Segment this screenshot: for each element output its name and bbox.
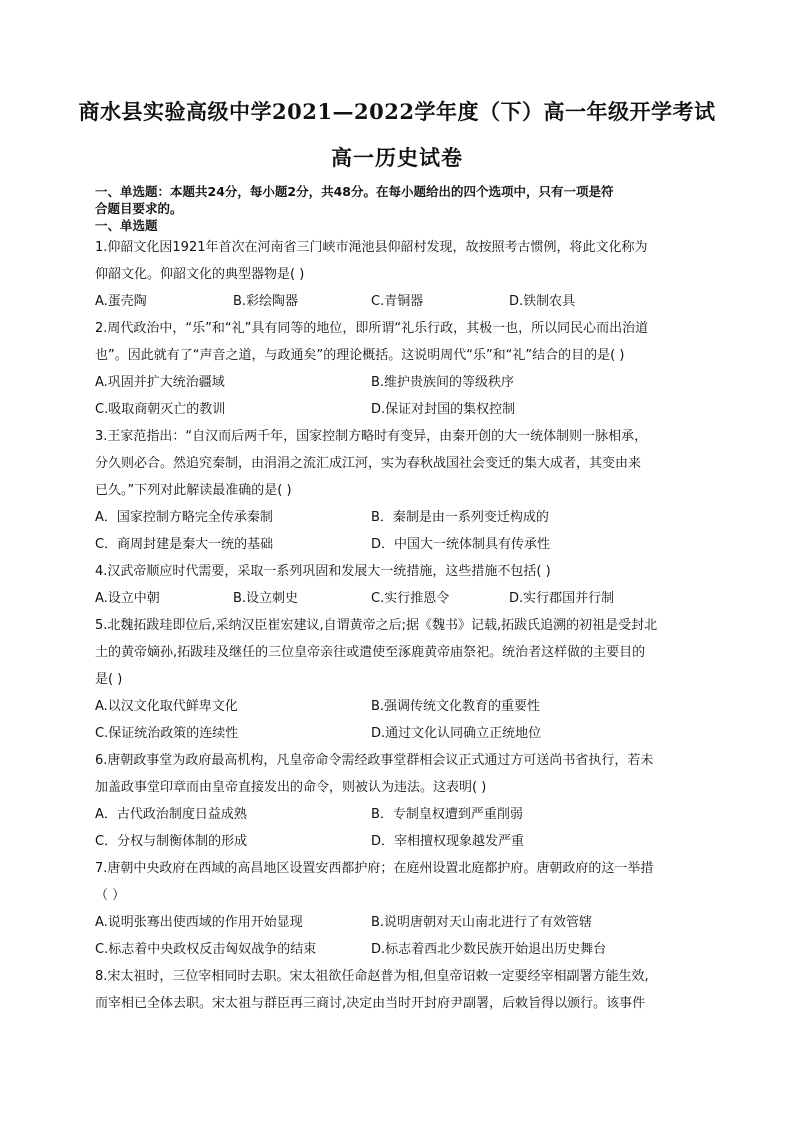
- option-b: B．秦制是由一系列变迁构成的: [371, 510, 549, 525]
- question-4: [95, 558, 705, 612]
- options-row: [95, 396, 705, 423]
- options-row: [95, 288, 705, 315]
- option-c: C.保证统治政策的连续性: [95, 726, 239, 741]
- option-b: B.说明唐朝对天山南北进行了有效管辖: [371, 915, 593, 930]
- option-b: B.设立刺史: [233, 591, 299, 606]
- question-text: 4.汉武帝顺应时代需要，采取一系列巩固和发展大一统措施，这些措施不包括( ): [95, 564, 551, 579]
- option-c: C.青铜器: [371, 294, 424, 309]
- question-text: 是( ): [95, 672, 123, 687]
- option-a: A．国家控制方略完全传承秦制: [95, 510, 273, 525]
- option-a: A.设立中朝: [95, 591, 160, 606]
- option-d: D.通过文化认同确立正统地位: [371, 726, 542, 741]
- option-a: A.蛋壳陶: [95, 294, 147, 309]
- question-text: 而宰相已全体去职。宋太祖与群臣再三商讨,决定由当时开封府尹副署，后敕旨得以颁行。该事件: [95, 996, 646, 1011]
- exam-title: 商水县实验高级中学2021—2022学年度（下）高一年级开学考试: [78, 99, 716, 124]
- question-text: 已久。”下列对此解读最准确的是( ): [95, 483, 292, 498]
- question-1: [95, 234, 705, 315]
- question-text: 土的黄帝嫡孙,拓跋珪及继任的三位皇帝亲往或遣使至涿鹿黄帝庙祭祀。统治者这样做的主要目的: [95, 645, 646, 660]
- option-c: C．分权与制衡体制的形成: [95, 834, 248, 849]
- exam-subtitle: 高一历史试卷: [331, 145, 463, 170]
- options-row: [95, 693, 705, 720]
- question-8: [95, 963, 705, 1017]
- options-row: [95, 585, 705, 612]
- question-6: [95, 747, 705, 855]
- option-a: A.说明张骞出使西域的作用开始显现: [95, 915, 303, 930]
- option-c: C.吸取商朝灭亡的教训: [95, 402, 226, 417]
- option-c: C.实行推恩令: [371, 591, 450, 606]
- question-7: [95, 855, 705, 963]
- section-label: 一、单选题: [95, 218, 158, 233]
- question-text: （ ）: [95, 888, 126, 903]
- option-c: C．商周封建是秦大一统的基础: [95, 537, 274, 552]
- question-text: 分久则必合。然追究秦制，由涓涓之流汇成江河，实为春秋战国社会变迁的集大成者，其变由来: [95, 456, 642, 471]
- options-row: [95, 720, 705, 747]
- option-b: B．专制皇权遭到严重削弱: [371, 807, 523, 822]
- options-row: [95, 828, 705, 855]
- options-row: [95, 504, 705, 531]
- question-text: 仰韶文化。仰韶文化的典型器物是( ): [95, 267, 305, 282]
- option-b: B.强调传统文化教育的重要性: [371, 699, 541, 714]
- question-text: 1.仰韶文化因1921年首次在河南省三门峡市渑池县仰韶村发现，故按照考古惯例，将此文化称为: [95, 240, 648, 255]
- option-c: C.标志着中央政权反击匈奴战争的结束: [95, 942, 317, 957]
- question-text: 7.唐朝中央政府在西域的高昌地区设置安西都护府；在庭州设置北庭都护府。唐朝政府的这一举措: [95, 861, 654, 876]
- option-b: B.维护贵族间的等级秩序: [371, 375, 515, 390]
- option-d: D.标志着西北少数民族开始退出历史舞台: [371, 942, 607, 957]
- question-text: 也”。因此就有了“声音之道，与政通矣”的理论概括。这说明周代“乐”和“礼”结合的目的是( ): [95, 348, 625, 363]
- options-row: [95, 909, 705, 936]
- options-row: [95, 801, 705, 828]
- option-a: A．古代政治制度日益成熟: [95, 807, 247, 822]
- question-2: [95, 315, 705, 423]
- option-d: D.保证对封国的集权控制: [371, 402, 516, 417]
- option-d: D.铁制农具: [509, 294, 576, 309]
- option-d: D．宰相擅权现象越发严重: [371, 834, 525, 849]
- options-row: [95, 369, 705, 396]
- question-text: 5.北魏拓跋珪即位后,采纳汉臣崔宏建议,自谓黄帝之后;据《魏书》记载,拓跋氏追溯的初祖是受封北: [95, 618, 658, 633]
- question-text: 加盖政事堂印章而由皇帝直接发出的命令，则被认为违法。这表明( ): [95, 780, 487, 795]
- options-row: [95, 531, 705, 558]
- option-d: D．中国大一统体制具有传承性: [371, 537, 551, 552]
- option-a: A.巩固并扩大统治疆域: [95, 375, 225, 390]
- question-3: [95, 423, 705, 558]
- question-text: 3.王家范指出：“自汉而后两千年，国家控制方略时有变异，由秦开创的大一统体制则一脉相承，: [95, 429, 648, 444]
- question-text: 2.周代政治中，“乐”和“礼”具有同等的地位，即所谓“礼乐行政，其极一也，所以同民心而出治道: [95, 321, 649, 336]
- question-text: 6.唐朝政事堂为政府最高机构，凡皇帝命令需经政事堂群相会议正式通过方可送尚书省执行，若未: [95, 753, 654, 768]
- option-b: B.彩绘陶器: [233, 294, 299, 309]
- question-5: [95, 612, 705, 747]
- exam-body: [95, 183, 705, 1017]
- options-row: [95, 936, 705, 963]
- option-d: D.实行郡国并行制: [509, 591, 615, 606]
- section-instruction: 一、单选题：本题共24分，每小题2分，共48分。在每小题给出的四个选项中，只有一项是符 合题目要求的。 一、单选题: [95, 183, 705, 234]
- option-a: A.以汉文化取代鲜卑文化: [95, 699, 238, 714]
- question-text: 8.宋太祖时，三位宰相同时去职。宋太祖欲任命赵普为相,但皇帝诏敕一定要经宰相副署方能生效,: [95, 969, 649, 984]
